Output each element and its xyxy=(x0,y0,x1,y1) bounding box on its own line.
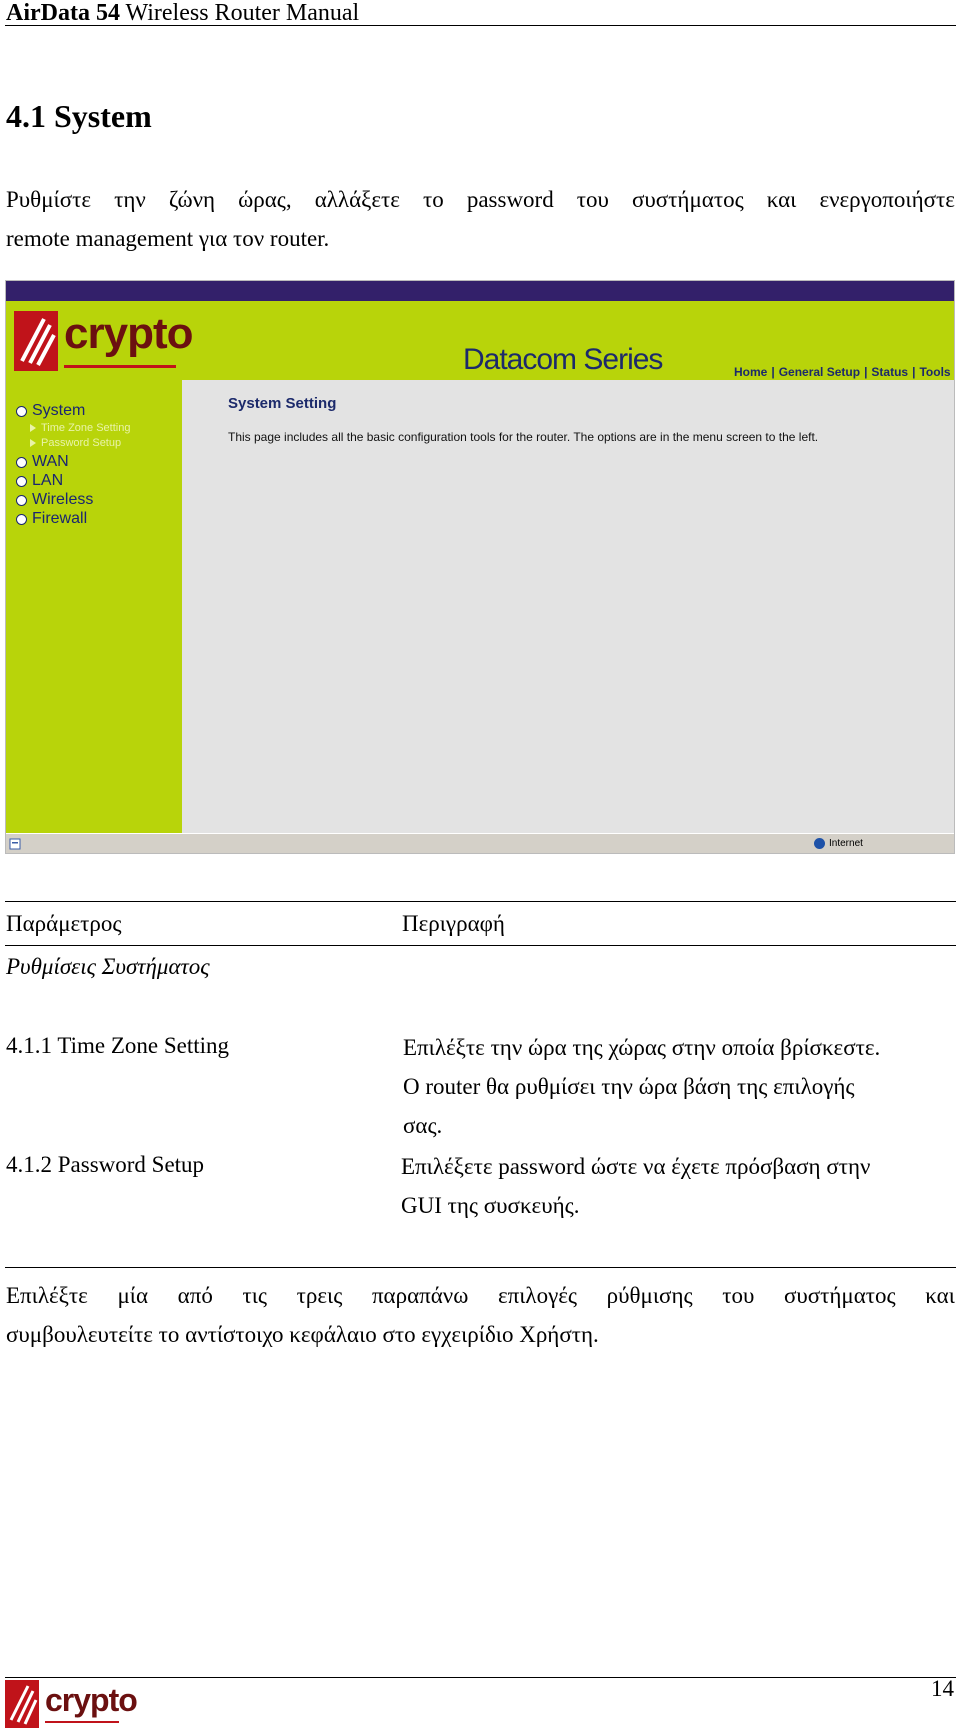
radio-icon xyxy=(16,476,27,487)
table-group-label: Ρυθμίσεις Συστήματος xyxy=(6,954,210,979)
word: ζώνη xyxy=(168,187,216,212)
table-bottom-rule xyxy=(5,1267,956,1268)
triangle-right-icon xyxy=(30,439,36,447)
intro-paragraph xyxy=(6,180,955,258)
word: συστήματος xyxy=(631,187,744,212)
browser-status-bar xyxy=(6,833,954,854)
triangle-right-icon xyxy=(30,424,36,432)
menu-item-lan[interactable] xyxy=(16,472,63,490)
word: το xyxy=(423,187,444,212)
table-header-parameter: Παράμετρος xyxy=(6,911,122,936)
word: και xyxy=(766,187,797,212)
submenu-item-password-setup[interactable] xyxy=(30,437,121,449)
nav-link-tools[interactable]: Tools xyxy=(919,365,951,379)
word: αλλάξετε xyxy=(314,187,400,212)
word: συστήματος xyxy=(783,1283,896,1308)
word: του xyxy=(576,187,609,212)
radio-icon xyxy=(16,457,27,468)
table-row-description xyxy=(403,1028,958,1145)
content-text: This page includes all the basic configuration tools for the router. The options are in the menu screen to the left. xyxy=(228,430,819,444)
description-line: σας. xyxy=(403,1113,443,1138)
globe-icon xyxy=(814,838,825,849)
page-number: 14 xyxy=(931,1676,954,1701)
word: τις xyxy=(242,1283,267,1308)
footer-rule xyxy=(5,1677,956,1678)
word: από xyxy=(177,1283,213,1308)
table-header-rule xyxy=(5,945,956,946)
content-title: System Setting xyxy=(228,395,337,412)
radio-icon xyxy=(16,406,27,417)
menu-item-system[interactable] xyxy=(16,402,85,420)
intro-line-2: remote management για τον router. xyxy=(6,226,330,251)
nav-link-general-setup[interactable]: General Setup xyxy=(778,365,861,379)
table-header-description: Περιγραφή xyxy=(402,911,505,936)
top-nav xyxy=(732,365,953,379)
internet-zone xyxy=(814,838,863,849)
menu-item-label: System xyxy=(32,402,86,419)
submenu-item-label: Time Zone Setting xyxy=(41,422,131,434)
running-header xyxy=(6,0,359,27)
footer-logo xyxy=(5,1680,137,1728)
nav-separator: | xyxy=(771,365,775,379)
logo-underline xyxy=(64,365,176,368)
footer-logo-underline xyxy=(45,1721,119,1723)
word: και xyxy=(925,1283,955,1308)
intro-line-1 xyxy=(6,180,955,219)
word: επιλογές xyxy=(497,1283,578,1308)
outro-line-1 xyxy=(6,1276,955,1315)
word: Ρυθμίστε xyxy=(6,187,92,212)
header-brand: AirData 54 xyxy=(6,0,120,26)
crypto-logo xyxy=(14,309,193,371)
word: του xyxy=(722,1283,755,1308)
radio-icon xyxy=(16,514,27,525)
series-title: Datacom Series xyxy=(463,343,663,376)
internet-zone-label: Internet xyxy=(829,838,863,849)
menu-item-label: LAN xyxy=(32,472,64,489)
section-title: 4.1 System xyxy=(6,98,152,134)
header-title: Wireless Router Manual xyxy=(119,0,360,26)
nav-link-status[interactable]: Status xyxy=(871,365,909,379)
table-row-label: 4.1.2 Password Setup xyxy=(6,1152,205,1177)
crypto-logo-icon xyxy=(5,1680,39,1728)
description-line: Επιλέξτε την ώρα της χώρας στην οποία βρίσκεστε. xyxy=(403,1035,881,1060)
word: ώρας, xyxy=(238,187,292,212)
submenu-item-label: Password Setup xyxy=(41,437,122,449)
table-top-rule xyxy=(5,901,956,902)
router-ui-screenshot xyxy=(5,280,955,854)
top-bar xyxy=(6,281,954,301)
nav-separator: | xyxy=(864,365,868,379)
footer-logo-text: crypto xyxy=(45,1682,137,1718)
word: την xyxy=(114,187,146,212)
radio-icon xyxy=(16,495,27,506)
description-line: Ο router θα ρυθμίσει την ώρα βάση της επιλογής xyxy=(403,1074,855,1099)
menu-item-label: Wireless xyxy=(32,491,94,508)
table-row-description xyxy=(401,1147,956,1225)
description-line: GUI της συσκευής. xyxy=(401,1193,580,1218)
word: ενεργοποιήστε xyxy=(819,187,955,212)
submenu-item-time-zone-setting[interactable] xyxy=(30,422,130,434)
description-line: Επιλέξετε password ώστε να έχετε πρόσβαση στην xyxy=(401,1154,871,1179)
word: ρύθμισης xyxy=(606,1283,693,1308)
table-row-label: 4.1.1 Time Zone Setting xyxy=(6,1033,229,1058)
word: παραπάνω xyxy=(371,1283,469,1308)
nav-link-home[interactable]: Home xyxy=(734,365,768,379)
outro-line-2: συμβουλευτείτε το αντίστοιχο κεφάλαιο στο εγχειρίδιο Χρήστη. xyxy=(6,1322,599,1347)
crypto-logo-icon xyxy=(14,311,58,371)
nav-separator: | xyxy=(912,365,916,379)
menu-item-label: Firewall xyxy=(32,510,88,527)
menu-item-label: WAN xyxy=(32,453,69,470)
word: password xyxy=(466,187,554,212)
outro-paragraph xyxy=(6,1276,955,1354)
content-area xyxy=(182,380,954,833)
header-rule xyxy=(5,25,956,26)
word: τρεις xyxy=(296,1283,343,1308)
menu-item-wan[interactable] xyxy=(16,453,69,471)
word: μία xyxy=(117,1283,149,1308)
word: Επιλέξτε xyxy=(6,1283,88,1308)
page-icon xyxy=(9,838,21,850)
menu-item-wireless[interactable] xyxy=(16,491,93,509)
menu-item-firewall[interactable] xyxy=(16,510,87,528)
logo-text: crypto xyxy=(64,309,193,358)
